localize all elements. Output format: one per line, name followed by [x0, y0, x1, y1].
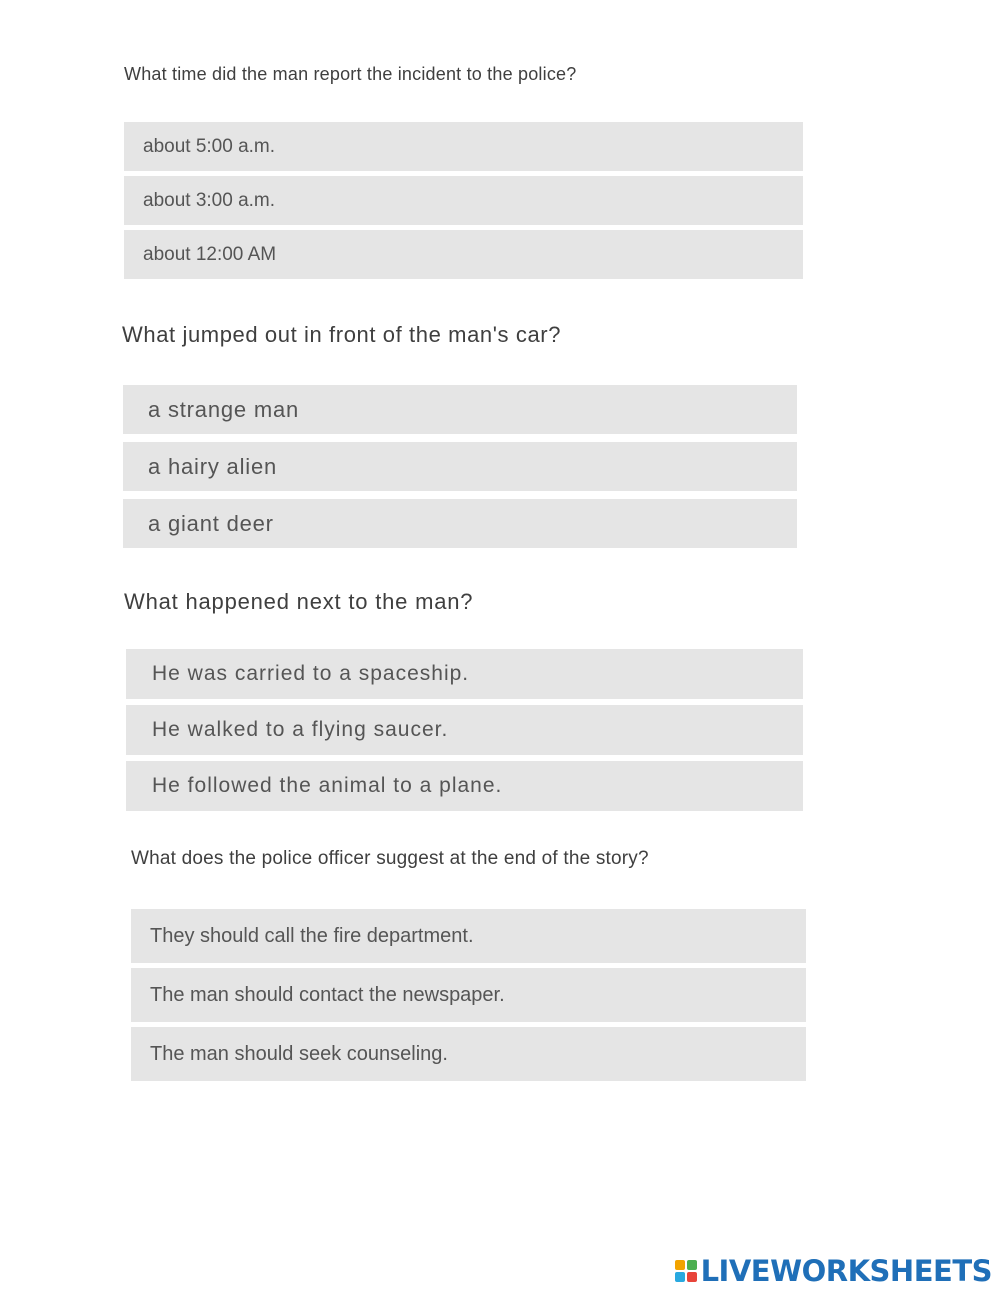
question-2-option-2[interactable]: a hairy alien: [123, 442, 797, 491]
question-4-option-1[interactable]: They should call the fire department.: [131, 909, 806, 963]
question-4-option-2[interactable]: The man should contact the newspaper.: [131, 968, 806, 1022]
logo-tile-2: [687, 1260, 697, 1270]
question-4-option-3[interactable]: The man should seek counseling.: [131, 1027, 806, 1081]
question-3-option-3[interactable]: He followed the animal to a plane.: [126, 761, 803, 811]
question-1-option-3[interactable]: about 12:00 AM: [124, 230, 803, 279]
question-2-option-3[interactable]: a giant deer: [123, 499, 797, 548]
question-4-options: [131, 909, 806, 1086]
question-1-option-2[interactable]: about 3:00 a.m.: [124, 176, 803, 225]
question-3-option-1[interactable]: He was carried to a spaceship.: [126, 649, 803, 699]
liveworksheets-logo-icon: [675, 1260, 697, 1282]
question-3-options: [126, 649, 803, 817]
brand-name: LIVEWORKSHEETS: [700, 1254, 992, 1288]
question-2-options: [123, 385, 797, 556]
question-2-text: What jumped out in front of the man's car?: [122, 322, 562, 347]
question-1-text: What time did the man report the incident to the police?: [124, 64, 577, 84]
question-4-text: What does the police officer suggest at the end of the story?: [131, 848, 649, 869]
logo-tile-1: [675, 1260, 685, 1270]
logo-tile-3: [675, 1272, 685, 1282]
question-3-text: What happened next to the man?: [124, 589, 474, 614]
question-3-option-2[interactable]: He walked to a flying saucer.: [126, 705, 803, 755]
question-2-option-1[interactable]: a strange man: [123, 385, 797, 434]
logo-tile-4: [687, 1272, 697, 1282]
question-1-option-1[interactable]: about 5:00 a.m.: [124, 122, 803, 171]
question-1-options: [124, 122, 803, 284]
liveworksheets-brand: [675, 1253, 992, 1289]
